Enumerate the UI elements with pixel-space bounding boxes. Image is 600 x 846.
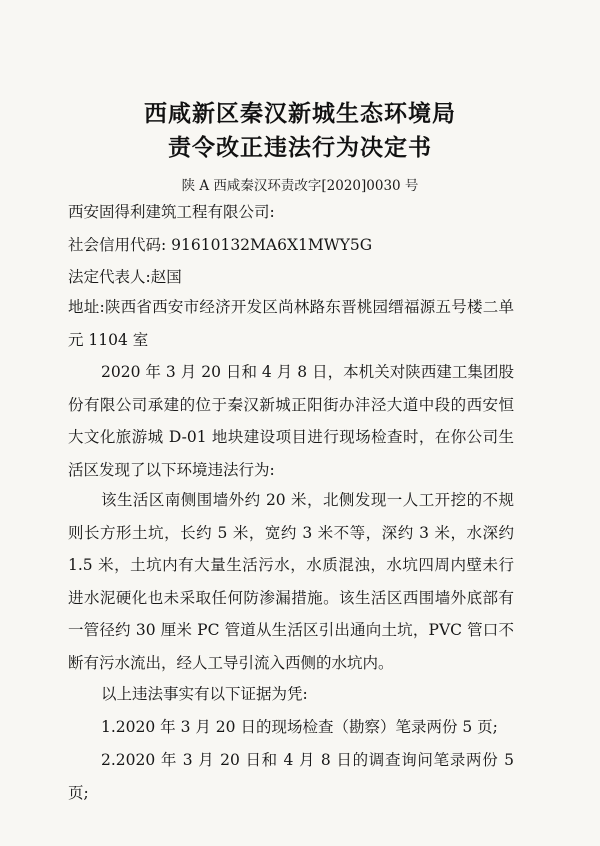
evidence-item: 2.2020 年 3 月 20 日和 4 月 8 日的调查询问笔录两份 5 页;	[68, 751, 514, 802]
recipient-name: 西安固得利建筑工程有限公司:	[68, 203, 275, 221]
facts-paragraph: 2020 年 3 月 20 日和 4 月 8 日，本机关对陕西建工集团股份有限公司承建的位于秦汉新城正阳街办沣泾大道中段的西安恒大文化旅游城 D-01 地块建设项目进行现场检查时，在你公司生活区发现了以下环境违法行为:	[68, 363, 514, 479]
document-title-line1: 西咸新区秦汉新城生态环境局	[144, 101, 456, 127]
legal-representative: 法定代表人:赵国	[68, 268, 182, 286]
violation-paragraph: 该生活区南侧围墙外约 20 米，北侧发现一人工开挖的不规则长方形土坑，长约 5 米，宽约 3 米不等，深约 3 米，水深约 1.5 米，土坑内有大量生活污水，水质混浊，水坑四周内壁未行进水泥硬化也未采取任何防渗漏措施。该生活区西围墙外底部有一管径约 30 厘米 PC 管道从生活区引出通向土坑，PVC 管口不断有污水流出，经人工导引流入西侧的水坑内。	[68, 491, 514, 672]
evidence-item: 1.2020 年 3 月 20 日的现场检查（勘察）笔录两份 5 页;	[101, 718, 498, 736]
document-title-line2: 责令改正违法行为决定书	[168, 135, 432, 161]
credit-code: 社会信用代码: 91610132MA6X1MWY5G	[68, 236, 373, 254]
document-number: 陕 A 西咸秦汉环责改字[2020]0030 号	[181, 178, 419, 194]
address: 地址:陕西省西安市经济开发区尚林路东晋桃园缙福源五号楼二单元 1104 室	[68, 298, 514, 349]
evidence-intro: 以上违法事实有以下证据为凭:	[101, 685, 308, 703]
